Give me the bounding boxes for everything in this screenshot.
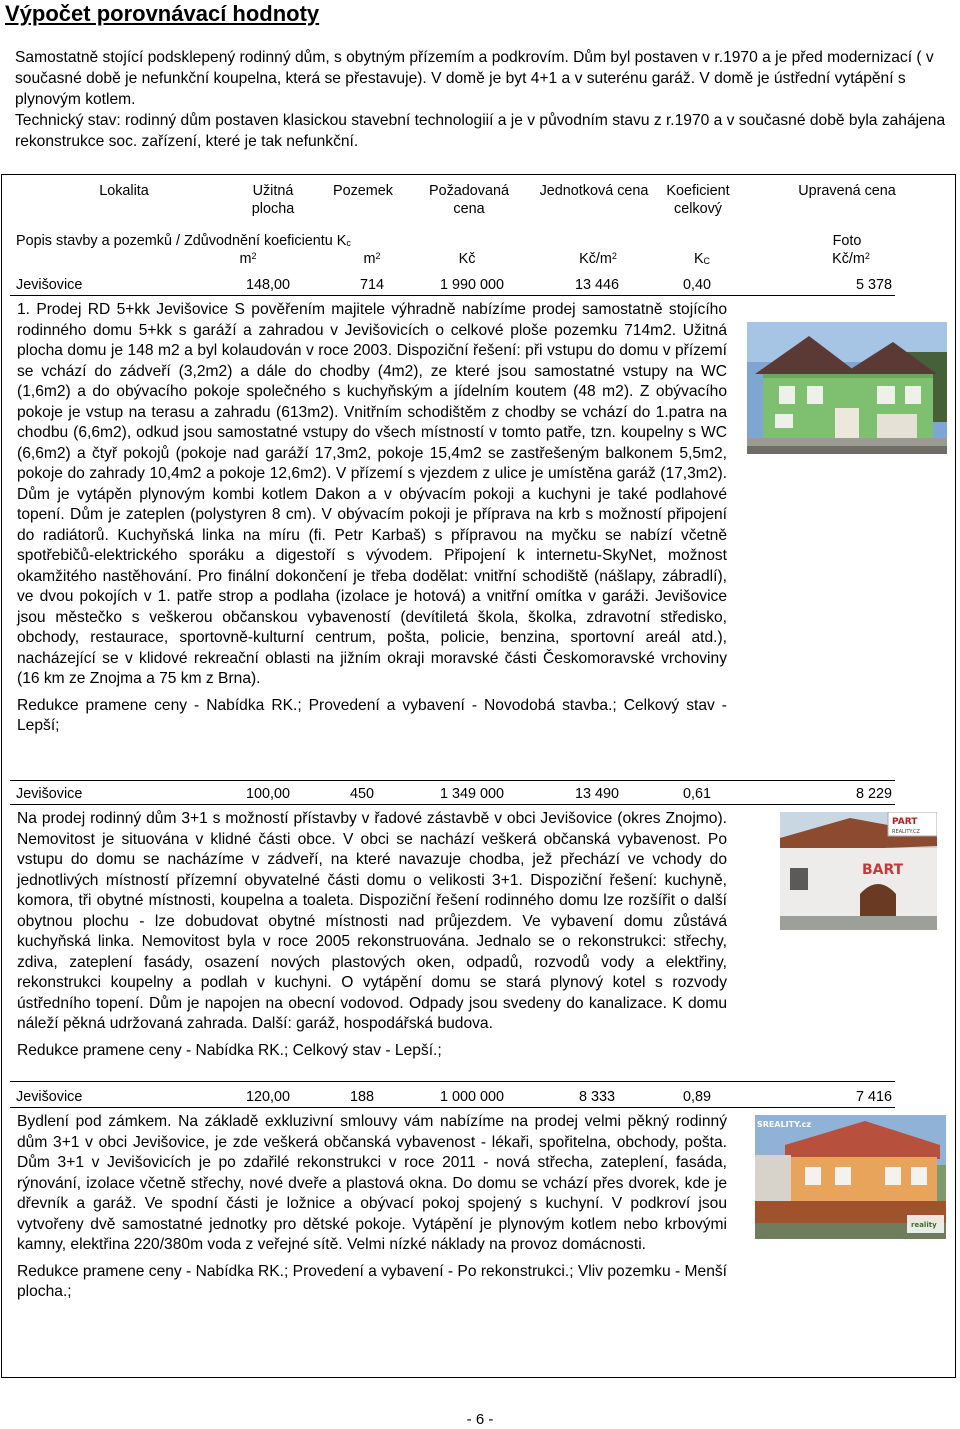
row-2-pozadovana-cena: 1 349 000 [439, 786, 505, 802]
unit-pozemek-sup: 2 [375, 251, 381, 261]
unit-jednotkova-cena-text: Kč/m [579, 251, 612, 267]
comparison-table [1, 174, 956, 1378]
unit-uzitna-plocha [228, 250, 268, 268]
row-2-uzitna-plocha: 100,00 [245, 786, 290, 802]
header-popis-subscript: c [346, 238, 351, 248]
row-1-pozemek: 714 [359, 277, 384, 293]
row-1-description-block [17, 300, 727, 737]
unit-koeficient [682, 250, 722, 268]
row-2-photo-sign-1: PART [892, 817, 918, 827]
row-1-description: 1. Prodej RD 5+kk Jevišovice S pověřením majitele výhradně nabízíme prodej samostatně stojícího rodinného domu 5+kk s garáží a zahradou v Jevišovicích o celkové ploše pozemku 714m2. Užitná plocha domu je 148 m2 a byl kolaudován v roce 2003. Dispoziční řešení: při vstupu do domu v přízemí se vchází do zádveří (3,2m2) a dále do chodby (4m2), ze které jsou samostatné vstupy na WC (1,6m2) a do obývacího pokoje společného s kuchyňským a jídelním koutem (48 m2). Z obývacího pokoje je vstup na terasu a zahradu (613m2). Vnitřním schodištěm z chodby se vchází do 1.patra na chodbu (6,6m2), odkud jsou samostatné vstupy do všech místností v tomto patře, tzn. koupelny s WC (6,6m2) a čtyř pokojů (pokoje nad garáží 17,3m2, pokoje 15,4m2 se zastřešeným balkonem 5,5m2, pokoje do zahrady 10,4m2 a pokoje 12,6m2). V přízemí s vjezdem z ulice je umístěna garáž (17,3m2). Dům je vytápěn plynovým kombi kotlem Dakon a v obývacím pokoji a kuchyni je také podlahové topení. Dům je zateplen (polystyren 8 cm). V obývacím pokoji je příprava na krb s možností připojení do radiátorů. Kuchyňská linka na míru (fi. Petr Karbaš) s přípravou na myčku se nabízí včetně spotřebičů-elektrického sporáku a digestoří s vývodem. Připojení k internetu-SkyNet, možnost okamžitého nastěhování. Pro finální dokončení je třeba dodělat: vnitřní schodiště (nášlapy, zábradlí), ve dvou pokojích v 1. patře strop a podlaha (izolace je hotová) a vnitřní omítka v garáži. Jevišovice jsou městečko s veškerou občanskou vybaveností (devítiletá škola, školka, zdravotní středisko, obchody, restaurace, sportovně-kulturní centrum, pošta, policie, benzina, sportovní areál atd.), nacházející se v klidové rekreační oblasti na jižním okraji moravské části Českomoravské vrchoviny (16 km ze Znojma a 75 km z Brna). [17, 301, 727, 687]
row-2-divider [10, 804, 895, 805]
page-heading: Výpočet porovnávací hodnoty [5, 1, 320, 26]
unit-koeficient-text: K [693, 251, 704, 267]
header-uzitna-plocha [228, 182, 318, 218]
row-2-pozemek: 450 [349, 786, 374, 802]
row-3-pozadovana-cena: 1 000 000 [439, 1089, 505, 1105]
row-1-note: Redukce pramene ceny - Nabídka RK.; Provedení a vybavení - Novodobá stavba.; Celkový stav - Lepší; [17, 696, 727, 734]
unit-jednotkova-cena-sup: 2 [611, 251, 617, 261]
row-3-photo-watermark-top: SREALITY.cz [757, 1120, 812, 1129]
header-uzitna-plocha-line-1: Užitná [252, 183, 294, 199]
unit-pozadovana-cena: Kč [458, 251, 476, 267]
header-pozadovana-cena [414, 182, 524, 218]
row-2-jednotkova-cena: 13 490 [574, 786, 619, 802]
unit-pozemek [352, 250, 392, 268]
row-3-description: Bydlení pod zámkem. Na základě exkluzivní smlouvy vám nabízíme na prodej velmi pěkný rodinný dům 3+1 v obci Jevišovice, je zde veškerá občanská vybavenost - lékaři, spořitelna, obchody, pošta. Dům 3+1 v Jevišovicích je po zdařilé rekonstrukci v roce 2011 - nová střecha, zateplení, fasáda, rýnování, izolace včetně střechy, nové dveře a plastová okna. Do domu se vchází přes dvorek, kde je dřevník a garáž. Ve spodní části je ložnice a obývací pokoj spojený s kuchyní. V podkroví jsou vytvořeny dvě samostatné jednotky pro dětské pokoje. Vytápění je plynovým kotlem nebo krbovými kamny, elektřina 220/380m voda z veřejné sítě. Velmi nízké náklady na provoz domácnosti. [17, 1113, 727, 1253]
header-pozemek: Pozemek [333, 183, 393, 199]
unit-uzitna-plocha-text: m [239, 251, 252, 267]
unit-pozemek-text: m [363, 251, 376, 267]
unit-upravena-cena [816, 250, 886, 268]
row-2-photo-image [780, 812, 937, 930]
row-3-description-block [17, 1112, 727, 1303]
header-jednotkova-cena: Jednotková cena [539, 183, 649, 199]
intro-paragraph-2: Technický stav: rodinný dům postaven klasickou stavební technologiií a je v původním stavu z r.1970 a v současné době byla zahájena rekonstrukce soc. zařízení, které je tak nefunkční. [15, 112, 946, 150]
row-1-divider [10, 295, 895, 296]
row-1-jednotkova-cena: 13 446 [574, 277, 619, 293]
header-popis [16, 232, 351, 250]
row-3-pozemek: 188 [349, 1089, 374, 1105]
row-1-photo-image [747, 322, 947, 454]
header-koeficient [657, 182, 739, 218]
row-2-upravena-cena: 8 229 [855, 786, 892, 802]
page-number: - 6 - [466, 1411, 494, 1428]
intro-paragraph-1: Samostatně stojící podsklepený rodinný dům, s obytným přízemím a podkrovím. Dům byl postaven v r.1970 a je před modernizací ( v současné době je nefunkční koupelna, která se přestavuje). V domě je byt 4+1 a v suterénu garáž. V domě je ústřední vytápění s plynovým kotlem. [15, 49, 934, 108]
row-1-koeficient: 0,40 [682, 277, 711, 293]
header-popis-text: Popis stavby a pozemků / Zdůvodnění koeficientu K [16, 233, 347, 249]
header-pozadovana-cena-line-1: Požadovaná [428, 183, 509, 199]
row-3-jednotkova-cena: 8 333 [578, 1089, 615, 1105]
row-3-divider [10, 1107, 895, 1108]
row-1-uzitna-plocha: 148,00 [245, 277, 290, 293]
row-1-lokalita: Jevišovice [16, 277, 83, 293]
row-1-pozadovana-cena: 1 990 000 [439, 277, 505, 293]
header-koeficient-line-2: celkový [674, 201, 722, 217]
row-2-photo-sign-2: REALITY.CZ [892, 829, 920, 835]
row-2-note: Redukce pramene ceny - Nabídka RK.; Celkový stav - Lepší.; [17, 1041, 442, 1059]
row-3-koeficient: 0,89 [682, 1089, 711, 1105]
row-2-description-block [17, 809, 727, 1061]
row-3-lokalita: Jevišovice [16, 1089, 83, 1105]
header-uzitna-plocha-line-2: plocha [251, 201, 295, 217]
unit-upravena-cena-text: Kč/m [832, 251, 865, 267]
row-2-photo [780, 812, 937, 930]
intro-text [15, 47, 955, 152]
unit-upravena-cena-sup: 2 [864, 251, 870, 261]
row-3-photo [755, 1115, 946, 1239]
row-1-bottom-divider [10, 780, 895, 781]
header-pozadovana-cena-line-2: cena [453, 201, 485, 217]
header-foto: Foto [832, 233, 862, 249]
row-3-upravena-cena: 7 416 [855, 1089, 892, 1105]
header-upravena-cena: Upravená cena [798, 183, 896, 199]
unit-uzitna-plocha-sup: 2 [251, 251, 257, 261]
unit-koeficient-sub: C [703, 256, 711, 266]
row-3-note: Redukce pramene ceny - Nabídka RK.; Provedení a vybavení - Po rekonstrukci.; Vliv pozemku - Menší plocha.; [17, 1262, 727, 1300]
row-3-uzitna-plocha: 120,00 [245, 1089, 290, 1105]
row-2-bottom-divider [10, 1081, 895, 1082]
row-1-photo [747, 322, 947, 454]
row-1-upravena-cena: 5 378 [855, 277, 892, 293]
row-2-photo-wall-text: BART [862, 862, 904, 878]
header-koeficient-line-1: Koeficient [666, 183, 730, 199]
row-3-photo-watermark-bottom: reality [911, 1221, 937, 1229]
row-2-koeficient: 0,61 [682, 786, 711, 802]
header-lokalita: Lokalita [99, 183, 149, 199]
row-3-photo-image [755, 1115, 946, 1239]
row-2-lokalita: Jevišovice [16, 786, 83, 802]
row-2-description: Na prodej rodinný dům 3+1 s možností přístavby v řadové zástavbě v obci Jevišovice (okres Znojmo). Nemovitost je situována v klidné části obce. V obci se nachází veškerá občanská vybavenost. Po vstupu do domu se nacházíme v zádveří, na které navazuje chodba, jež přechází ve vchody do jednotlivých místností přízemní obyvatelné části domu o velikosti 3+1. Dispoziční řešení: kuchyně, komora, tři obytné místnosti, koupelna a toaleta. Dispoziční řešení rodinného domu lze rozšířit o další obytnou plochu - lze dobudovat obytné místnosti nad průjezdem. Ve vybavení domu zůstává kuchyňská linka. Nemovitost byla v roce 2005 rekonstruována. Jednalo se o rekonstrukci: střechy, zdiva, zateplení fasády, osazení nových plastových oken, odpadů, rozvodů vody a elektřiny, rekonstrukci koupelny a podlah v kuchyni. O vytápění domu se stará plynový kotel s rozvody ústředního topení. Dům je napojen na obecní vodovod. Odpady jsou svedeny do kanalizace. K domu náleží pěkná udržovaná zahrada. Další: garáž, hospodářská budova. [17, 810, 727, 1032]
unit-jednotkova-cena [568, 250, 628, 268]
